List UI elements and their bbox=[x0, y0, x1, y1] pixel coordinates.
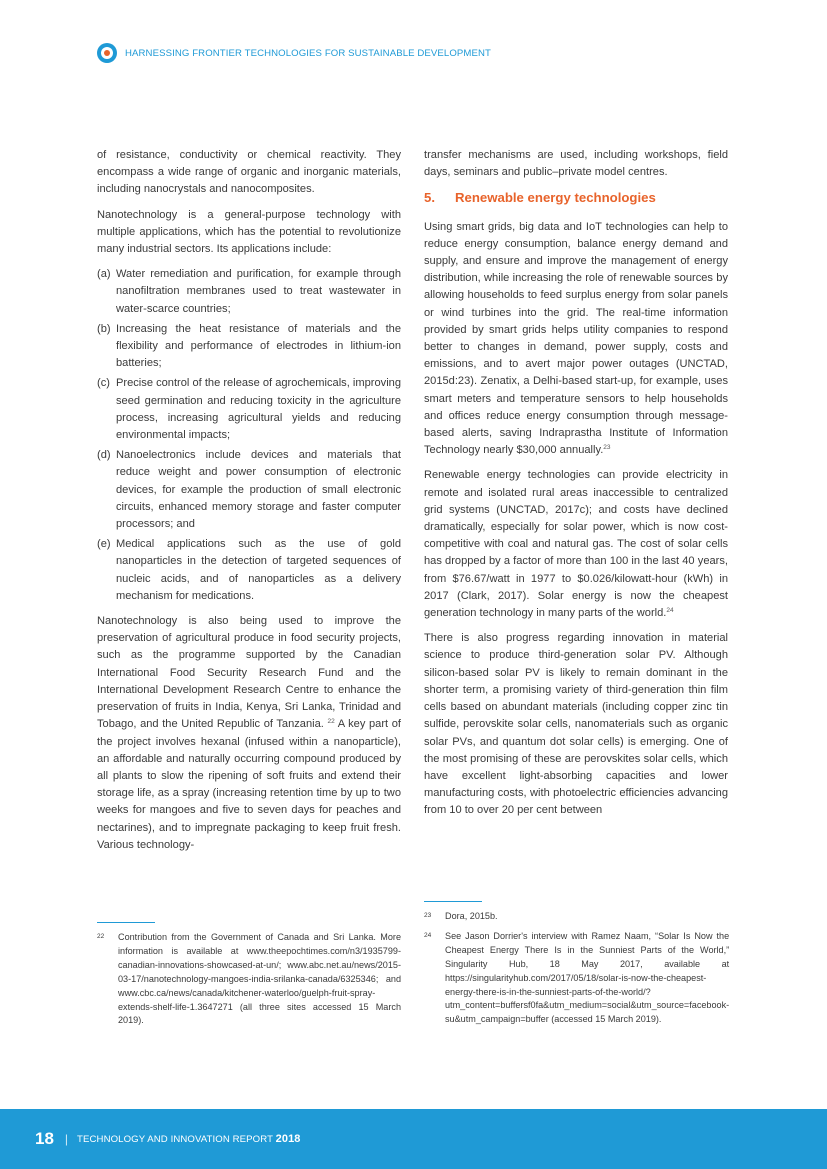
section-number: 5. bbox=[424, 190, 435, 206]
footnote bbox=[97, 931, 401, 1028]
list-item-text: Medical applications such as the use of gold nanoparticles in the detection of targeted sequences of nucleic acids, and of nanoparticles as a delivery mechanism for medications. bbox=[116, 538, 401, 602]
paragraph-text: Using smart grids, big data and IoT technologies can help to reduce energy consumption, balance energy demand and supply, and ensure and improve the management of energy distribution, while increasing the role of renewable sources by allowing households to feed surplus energy from solar panels or wind turbines into the grid. The real-time information provided by smart grids helps utility companies to respond better to changes in demand, power supply, costs and emissions, and to avert major power outages (UNCTAD, 2015d:23). Zenatix, a Delhi-based start-up, for example, uses smart meters and temperature sensors to help households and offices reduce energy consumption through message-based alerts, saving Indraprastha Institute of Information Technology nearly $30,000 annually. bbox=[424, 220, 728, 457]
footnote-text: Contribution from the Government of Canada and Sri Lanka. More information is available at www.theepochtimes.com/n3/1935799-canadian-innovations-showcased-at-un/; www.abc.net.au/news/2015-03-17/nanotechnology-mangoes-india-srilanka-canada/6325346; and www.cbc.ca/news/canada/kitchener-waterloo/guelph-fruit-spray-extends-shelf-life-1.3647271 (all three sites accessed 15 March 2019). bbox=[118, 932, 401, 1026]
paragraph bbox=[424, 467, 728, 622]
footnote-divider bbox=[424, 901, 482, 902]
list-item-text: Water remediation and purification, for example through nanofiltration membranes used to treat wastewater in water-scarce countries; bbox=[116, 268, 401, 315]
target-logo-icon bbox=[97, 43, 117, 63]
footnote-number: 22 bbox=[97, 933, 105, 940]
report-title-text: TECHNOLOGY AND INNOVATION REPORT bbox=[77, 1134, 273, 1145]
list-item bbox=[97, 375, 401, 444]
list-marker: (c) bbox=[97, 377, 110, 390]
list-marker: (b) bbox=[97, 322, 111, 335]
list-item-text: Nanoelectronics include devices and materials that reduce weight and power consumption of electronic devices, for example the production of small electronic circuits, enhanced memory storage and faster computer processors; and bbox=[116, 449, 401, 531]
footer-separator: | bbox=[64, 1132, 69, 1146]
list-marker: (e) bbox=[97, 538, 111, 551]
list-item-text: Precise control of the release of agrochemicals, improving seed germination and reducing toxicity in the agriculture process, increasing agricultural yields and reducing environmental impacts; bbox=[116, 377, 401, 442]
footnote-ref: 22 bbox=[327, 718, 335, 726]
footnote-ref: 23 bbox=[603, 444, 611, 452]
footnote-text: See Jason Dorrier's interview with Ramez Naam, “Solar Is Now the Cheapest Energy There Is in the Sunniest Parts of the World,” Singularity Hub, 18 May 2017, available at https://singularityhub.com/2017/05/18/solar-is-now-the-cheapest-energy-there-is-in-the-sunniest-parts-of-the-world/?utm_content=buffersf0fa&utm_medium=social&utm_source=facebook-su&utm_campaign=buffer (accessed 15 March 2019). bbox=[445, 930, 730, 1025]
paragraph bbox=[97, 613, 401, 854]
right-column bbox=[424, 147, 728, 828]
list-item bbox=[97, 321, 401, 373]
page-number: 18 bbox=[35, 1129, 54, 1148]
list-marker: (d) bbox=[97, 449, 111, 462]
footnote-divider bbox=[97, 922, 155, 923]
paragraph-text: Nanotechnology is also being used to improve the preservation of agricultural produce in food security projects, such as the programme supported by the Canadian International Food Security Research Fund and the International Development Research Centre to enhance the preservation of fruits in India, Kenya, Sri Lanka, Trinidad and Tobago, and the United Republic of Tanzania. bbox=[97, 615, 401, 731]
running-header-title: HARNESSING FRONTIER TECHNOLOGIES FOR SUSTAINABLE DEVELOPMENT bbox=[125, 47, 492, 59]
list-marker: (a) bbox=[97, 268, 111, 281]
footnote bbox=[424, 930, 728, 1027]
report-title bbox=[77, 1133, 300, 1145]
section-heading bbox=[424, 189, 728, 206]
paragraph: of resistance, conductivity or chemical reactivity. They encompass a wide range of organic and inorganic materials, including nanocrystals and nanocomposites. bbox=[97, 149, 401, 196]
section-title: Renewable energy technologies bbox=[455, 190, 656, 206]
footnote-number: 23 bbox=[424, 912, 432, 919]
report-year: 2018 bbox=[275, 1133, 301, 1145]
footnote bbox=[424, 910, 728, 924]
paragraph: transfer mechanisms are used, including workshops, field days, seminars and public–private model centres. bbox=[424, 149, 728, 179]
list-item-text: Increasing the heat resistance of materials and the flexibility and performance of electrodes in lithium-ion batteries; bbox=[116, 322, 401, 370]
list-item bbox=[97, 447, 401, 533]
footnote-ref: 24 bbox=[666, 607, 674, 615]
paragraph: Nanotechnology is a general-purpose technology with multiple applications, which has the potential to revolutionize many industrial sectors. Its applications include: bbox=[97, 208, 401, 256]
paragraph: There is also progress regarding innovation in material science to produce third-generation solar PV. Although silicon-based solar PV is likely to remain dominant in the shorter term, a promising variety of third-generation thin film cells based on abundant materials (including copper zinc tin sulfide, perovskite solar cells, nanomaterials such as organic solar PVs, and quantum dot solar cells) is emerging. One of the most promising of these are perovskites solar cells, which have excellent light-absorbing capacities and lower manufacturing costs, with photoelectric efficiencies advancing from 10 to over 20 per cent between bbox=[424, 632, 728, 817]
applications-list bbox=[97, 266, 401, 605]
running-header bbox=[97, 42, 491, 64]
page-footer bbox=[0, 1109, 827, 1169]
list-item bbox=[97, 536, 401, 605]
paragraph-text: A key part of the project involves hexanal (infused within a nanoparticle), an affordable and naturally occurring compound produced by all plants to slow the ripening of soft fruits and extend their storage life, as a spray (increasing retention time by up to two weeks for mangoes and five to seven days for peaches and nectarines), and to impregnate packaging to keep fruit fresh. Various technology- bbox=[97, 718, 401, 851]
footnote-number: 24 bbox=[424, 931, 432, 939]
footnotes-left bbox=[97, 922, 401, 1034]
footnote-text: Dora, 2015b. bbox=[445, 911, 498, 921]
footnotes-right bbox=[424, 901, 728, 1033]
list-item bbox=[97, 266, 401, 318]
left-column bbox=[97, 147, 401, 862]
paragraph bbox=[424, 219, 728, 460]
paragraph-text: Renewable energy technologies can provide electricity in remote and isolated rural areas inaccessible to centralized grid systems (UNCTAD, 2017c); and costs have declined dramatically, especially for solar power, which is now cost-competitive with coal and natural gas. The cost of solar cells has dropped by a factor of more than 100 in the last 40 years, from $76.67/watt in 1977 to $0.026/kilowatt-hour (kWh) in 2017 (Clark, 2017). Solar energy is now the cheapest generation technology in many parts of the world. bbox=[424, 469, 728, 620]
